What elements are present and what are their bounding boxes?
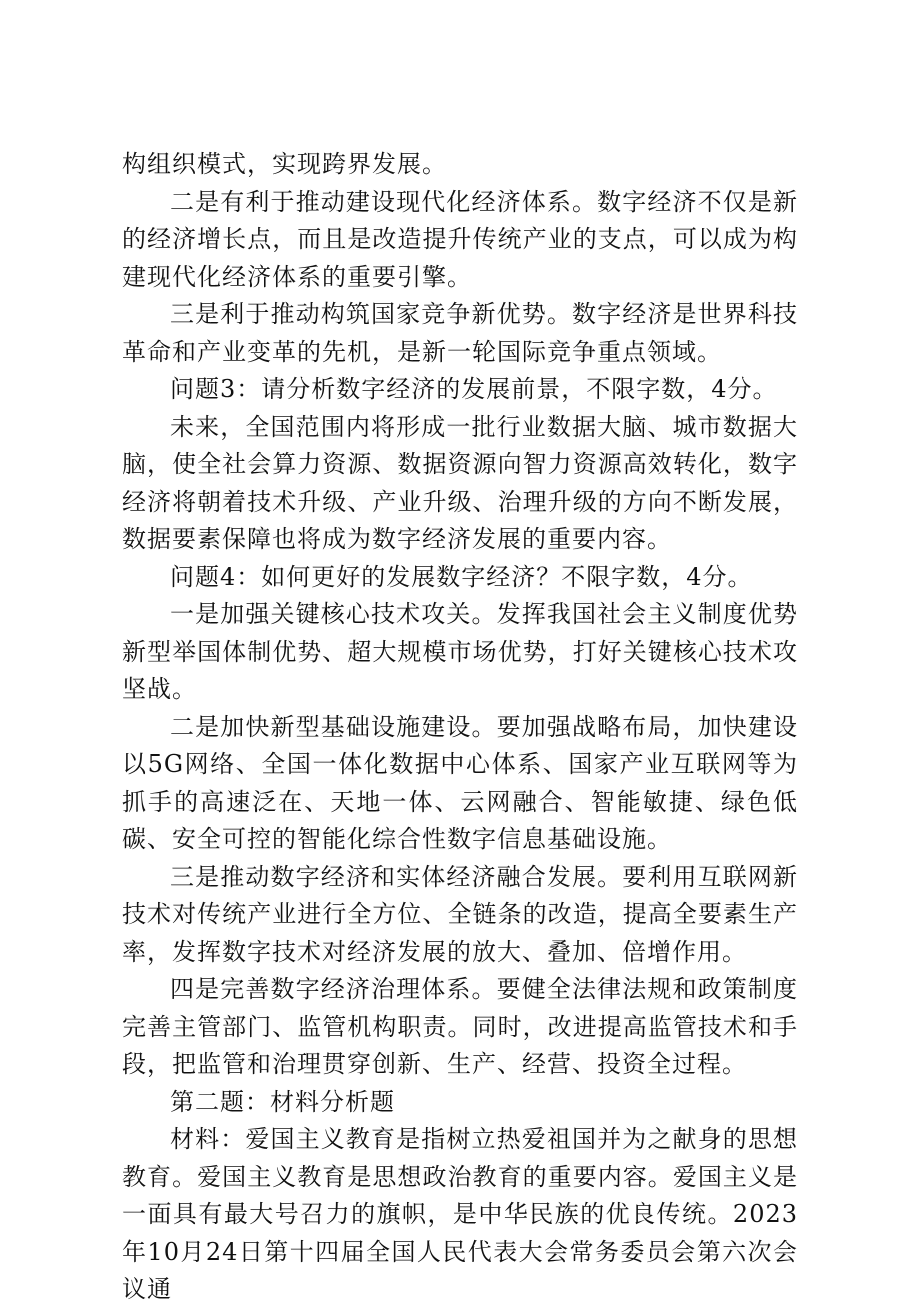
paragraph-future-prospects: 未来，全国范围内将形成一批行业数据大脑、城市数据大脑，使全社会算力资源、数据资源向智力资源高效转化，数字经济将朝着技术升级、产业升级、治理升级的方向不断发展，数据要素保障也将成为数字经济发展的重要内容。 <box>122 412 798 553</box>
question-4-heading: 问题4：如何更好的发展数字经济？不限字数，4分。 <box>170 562 753 591</box>
paragraph-modern-economy: 二是有利于推动建设现代化经济体系。数字经济不仅是新的经济增长点，而且是改造提升传统产业的支点，可以成为构建现代化经济体系的重要引擎。 <box>122 187 798 291</box>
document-body <box>122 146 798 1309</box>
paragraph-competitive-advantage: 三是利于推动构筑国家竞争新优势。数字经济是世界科技革命和产业变革的先机，是新一轮国际竞争重点领域。 <box>122 300 798 366</box>
paragraph-material: 材料：爱国主义教育是指树立热爱祖国并为之献身的思想教育。爱国主义教育是思想政治教育的重要内容。爱国主义是一面具有最大号召力的旗帜，是中华民族的优良传统。2023年10月24日第十四届全国人民代表大会常务委员会第六次会议通 <box>122 1125 798 1303</box>
paragraph-core-technology: 一是加强关键核心技术攻关。发挥我国社会主义制度优势新型举国体制优势、超大规模市场优势，打好关键核心技术攻坚战。 <box>122 600 798 703</box>
question-3-heading: 问题3：请分析数字经济的发展前景，不限字数，4分。 <box>170 375 778 403</box>
paragraph-infrastructure: 二是加快新型基础设施建设。要加强战略布局，加快建设以5G网络、全国一体化数据中心体系、国家产业互联网等为抓手的高速泛在、天地一体、云网融合、智能敏捷、绿色低碳、安全可控的智能化综合性数字信息基础设施。 <box>122 712 798 853</box>
paragraph-continuation: 构组织模式，实现跨界发展。 <box>122 150 447 178</box>
paragraph-governance: 四是完善数字经济治理体系。要健全法律法规和政策制度完善主管部门、监管机构职责。同时，改进提高监管技术和手段，把监管和治理贯穿创新、生产、经营、投资全过程。 <box>122 975 798 1078</box>
section-2-heading: 第二题：材料分析题 <box>170 1087 395 1116</box>
paragraph-integration: 三是推动数字经济和实体经济融合发展。要利用互联网新技术对传统产业进行全方位、全链条的改造，提高全要素生产率，发挥数字技术对经济发展的放大、叠加、倍增作用。 <box>122 862 798 966</box>
